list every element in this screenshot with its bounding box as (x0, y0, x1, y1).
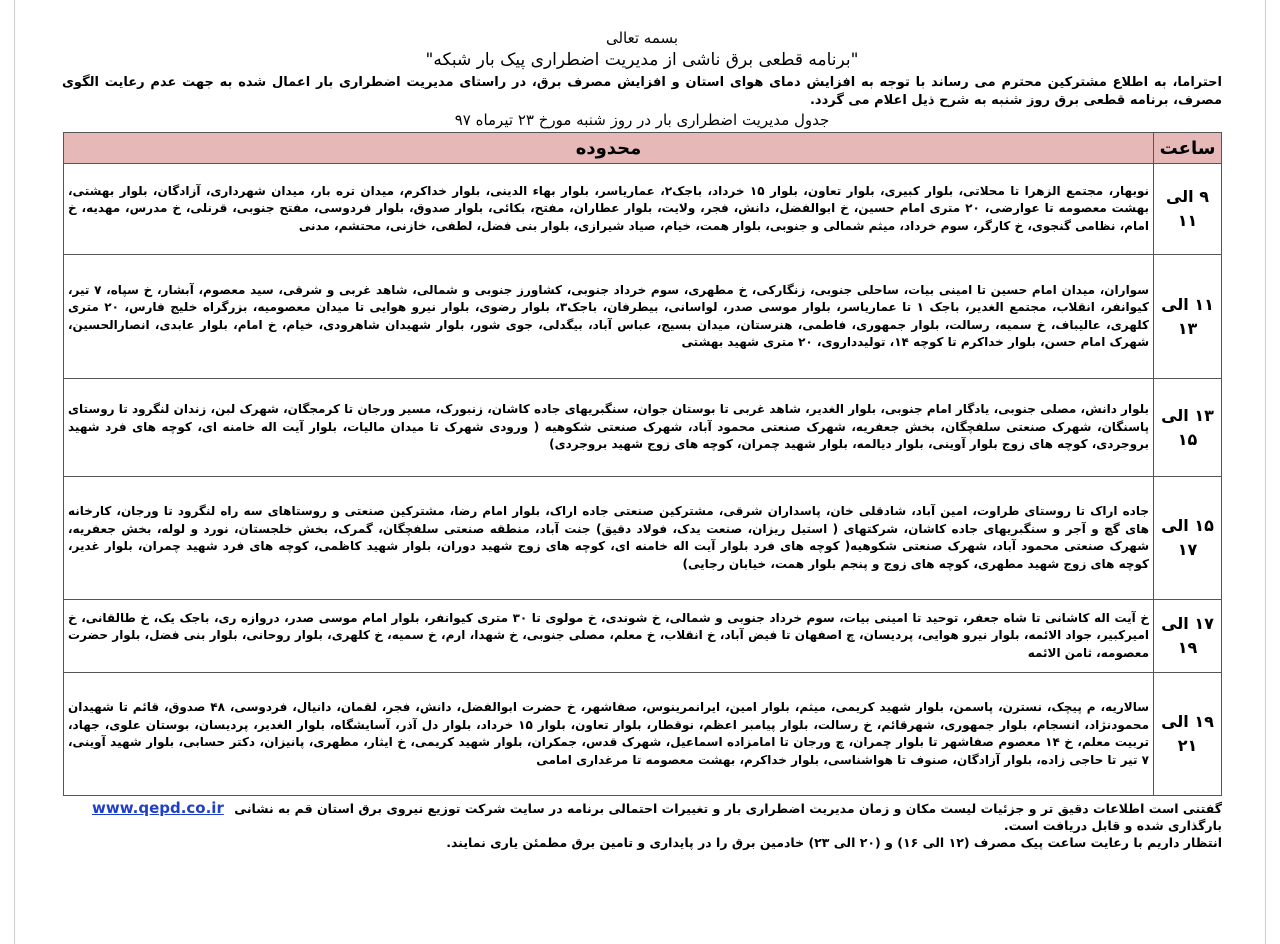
row-area: بلوار دانش، مصلی جنوبی، یادگار امام جنوبی، بلوار الغدیر، شاهد غربی تا بوستان جوان، سنگبریهای جاده کاشان، زنبورک، مسیر ورجان تا کرمجگان، شهرک لبن، زندان لنگرود تا روستای پاسنگان، شهرک صنعتی سلفچگان، بخش جعفریه، شهرک صنعتی محمود آباد، شهرک صنعتی شکوهیه ( ورودی شهرک تا میدان مالیات، بلوار آیت اله خامنه ای، کوچه های فرد شهید بروجردی، کوچه های زوج بلوار آوینی، بلوار دیالمه، بلوار شهید چمران، کوچه های زوج شهید بروجردی) (64, 379, 1154, 477)
basmala: بسمه تعالی (605, 29, 679, 47)
document (62, 28, 1222, 851)
table-row (64, 255, 1222, 379)
row-time: ۱۹ الی ۲۱ (1154, 673, 1222, 796)
table-header-row (64, 133, 1222, 164)
row-time: ۱۱ الی ۱۳ (1154, 255, 1222, 379)
footer-line1: گفتنی است اطلاعات دقیق تر و جزئیات لیست مکان و زمان مدیریت اضطراری بار و تغییرات احتمالی برنامه در سایت شرکت توزیع نیروی برق استان قم به نشانی (234, 801, 1222, 816)
row-time: ۹ الی ۱۱ (1154, 164, 1222, 255)
row-time: ۱۵ الی ۱۷ (1154, 477, 1222, 600)
table-row (64, 477, 1222, 600)
row-area: خ آیت اله کاشانی تا شاه جعفر، توحید تا امینی بیات، سوم خرداد جنوبی و شمالی، خ شوندی، خ مولوی تا ۳۰ متری کیوانفر، بلوار امام موسی صدر، دروازه ری، باجک یک، خ طالقانی، خ امیرکبیر، جواد الائمه، بلوار نیرو هوایی، پردیسان، چ اصفهان تا فیض آباد، خ انقلاب، خ معلم، مصلی جنوبی، خ شهدا، ارم، خ سمیه، خ کلهری، بلوار روحانی، بلوار بنی فضل، بلوار حضرت معصومه، ثامن الائمه (64, 600, 1154, 673)
footer-line2: انتظار داریم با رعایت ساعت پیک مصرف (۱۲ الی ۱۶) و (۲۰ الی ۲۳) خادمین برق را در پایداری و تامین برق مطمئن یاری نمایند. (446, 835, 1222, 850)
row-area: سالاریه، م پیچک، نسترن، پاسمن، بلوار شهید کریمی، میثم، بلوار امین، ایرانمرینوس، صفاشهر، خ حضرت ابوالفضل، دانش، فجر، لقمان، دانیال، فردوسی، ۴۸ صدوق، قائم تا شهیدان محمودنژاد، انسجام، بلوار جمهوری، شهرقائم، خ رسالت، بلوار پیامبر اعظم، نوقطار، بلوار تعاون، بلوار ۱۵ خرداد، بلوار دل آذر، آسایشگاه، بلوار الغدیر، پردیسان، بوستان علوی، جهاد، تربیت معلم، خ ۱۴ معصوم صفاشهر تا بلوار چمران، چ ورجان تا امامزاده اسماعیل، شهرک قدس، جمکران، بلوار شهید کریمی، خ ایثار، مطهری، پانیزان، دکتر حسابی، بلوار شهید آوینی، ۷ تیر تا حاجی زاده، بلوار آزادگان، صنوف تا هواشناسی، بلوار خداکرم، بهشت معصومه تا مرغداری امامی (64, 673, 1154, 796)
table-caption: جدول مدیریت اضطراری بار در روز شنبه مورخ ۲۳ تیرماه ۹۷ (454, 111, 830, 129)
table-row (64, 600, 1222, 673)
footer-info (62, 800, 1222, 834)
header-area: محدوده (64, 133, 1154, 164)
row-area: نوبهار، مجتمع الزهرا تا محلاتی، بلوار کبیری، بلوار تعاون، بلوار ۱۵ خرداد، باجک۲، عمارياسر، بلوار بهاء الدینی، بلوار خداکرم، میدان تره بار، میدان شهرداری، آزادگان، بلوار بهشتی، بهشت معصومه تا عوارضی، ۲۰ متری امام حسین، خ ابوالفضل، دانش، فجر، ولایت، بلوار عطاران، مفتح، بکائی، بلوار صدوق، بلوار فردوسی، مفتح جنوبی، قرنلی، خ مدرس، مهدیه، خ امام، نظامی گنجوی، خ کارگر، سوم خرداد، میثم شمالی و جنوبی، بلوار همت، خیام، صیاد شیرازی، بلوار بنی فضل، لطفی، خازنی، محتشم، مدنی (64, 164, 1154, 255)
document-title: "برنامه قطعی برق ناشی از مدیریت اضطراری پیک بار شبکه" (425, 50, 859, 70)
table-row (64, 379, 1222, 477)
footer-line1-tail: بارگذاری شده و قابل دریافت است. (1003, 818, 1222, 833)
row-area: جاده اراک تا روستای طراوت، امین آباد، شادقلی خان، پاسداران شرقی، مشترکین صنعتی جاده اراک، بلوار امام رضا، مشترکین صنعتی و روستاهای سه راه لنگرود تا ورجان، کارخانه های گچ و آجر و سنگبریهای جاده کاشان، شرکتهای ( استیل ریزان، صنعت یدک، فولاد دقیق) جنت آباد، منطقه صنعتی سلفچگان، گمرک، بخش خلجستان، نورد و لوله، بخش جعفریه، شهرک صنعتی محمود آباد، شهرک صنعتی شکوهیه( کوچه های فرد بلوار آیت اله خامنه ای، کوچه های زوج شهید دوران، بلوار شهید کاظمی، کوچه های فرد شهید چمران، بلوار غدیر، کوچه های زوج شهید مطهری، کوچه های زوج و پنجم بلوار همت، خیابان رجایی) (64, 477, 1154, 600)
intro-paragraph: احتراما، به اطلاع مشترکین محترم می رساند با توجه به افزایش دمای هوای استان و افزایش مصرف برق، در راستای مدیریت اضطراری بار اعمال شده به جهت عدم رعایت الگوی مصرف، برنامه قطعی برق روز شنبه به شرح ذیل اعلام می گردد. (62, 75, 1222, 108)
table-row (64, 164, 1222, 255)
table-row (64, 673, 1222, 796)
row-time: ۱۳ الی ۱۵ (1154, 379, 1222, 477)
website-link[interactable]: www.qepd.co.ir (92, 799, 224, 817)
row-area: سواران، میدان امام حسین تا امینی بیات، ساحلی جنوبی، زنگارکی، خ مطهری، سوم خرداد جنوبی، کشاورز جنوبی و شمالی، شاهد غربی و شرقی، سید معصوم، آبشار، خ سپاه، ۷ تیر، کیوانفر، انقلاب، مجتمع الغدیر، باجک ۱ تا عمارياسر، بلوار موسی صدر، لواسانی، بیطرفان، باجک۳، بلوار رضوی، بلوار نیرو هوایی تا میدان معصومیه، بزرگراه خلیج فارس، ۲۰ متری کلهری، عالیباف، خ سمیه، رسالت، بلوار جمهوری، فاطمی، هنرستان، میدان بسیج، عباس آباد، بیگدلی، جوی شور، بلوار شهیدان شاهرودی، خیام، خ امام، بلوار عابدی، انصارالحسین، شهرک امام حسن، بلوار خداکرم تا کوچه ۱۴، تولیدداروی، ۲۰ متری شهید بهشتی (64, 255, 1154, 379)
row-time: ۱۷ الی ۱۹ (1154, 600, 1222, 673)
schedule-table (63, 132, 1222, 796)
header-time: ساعت (1154, 133, 1222, 164)
